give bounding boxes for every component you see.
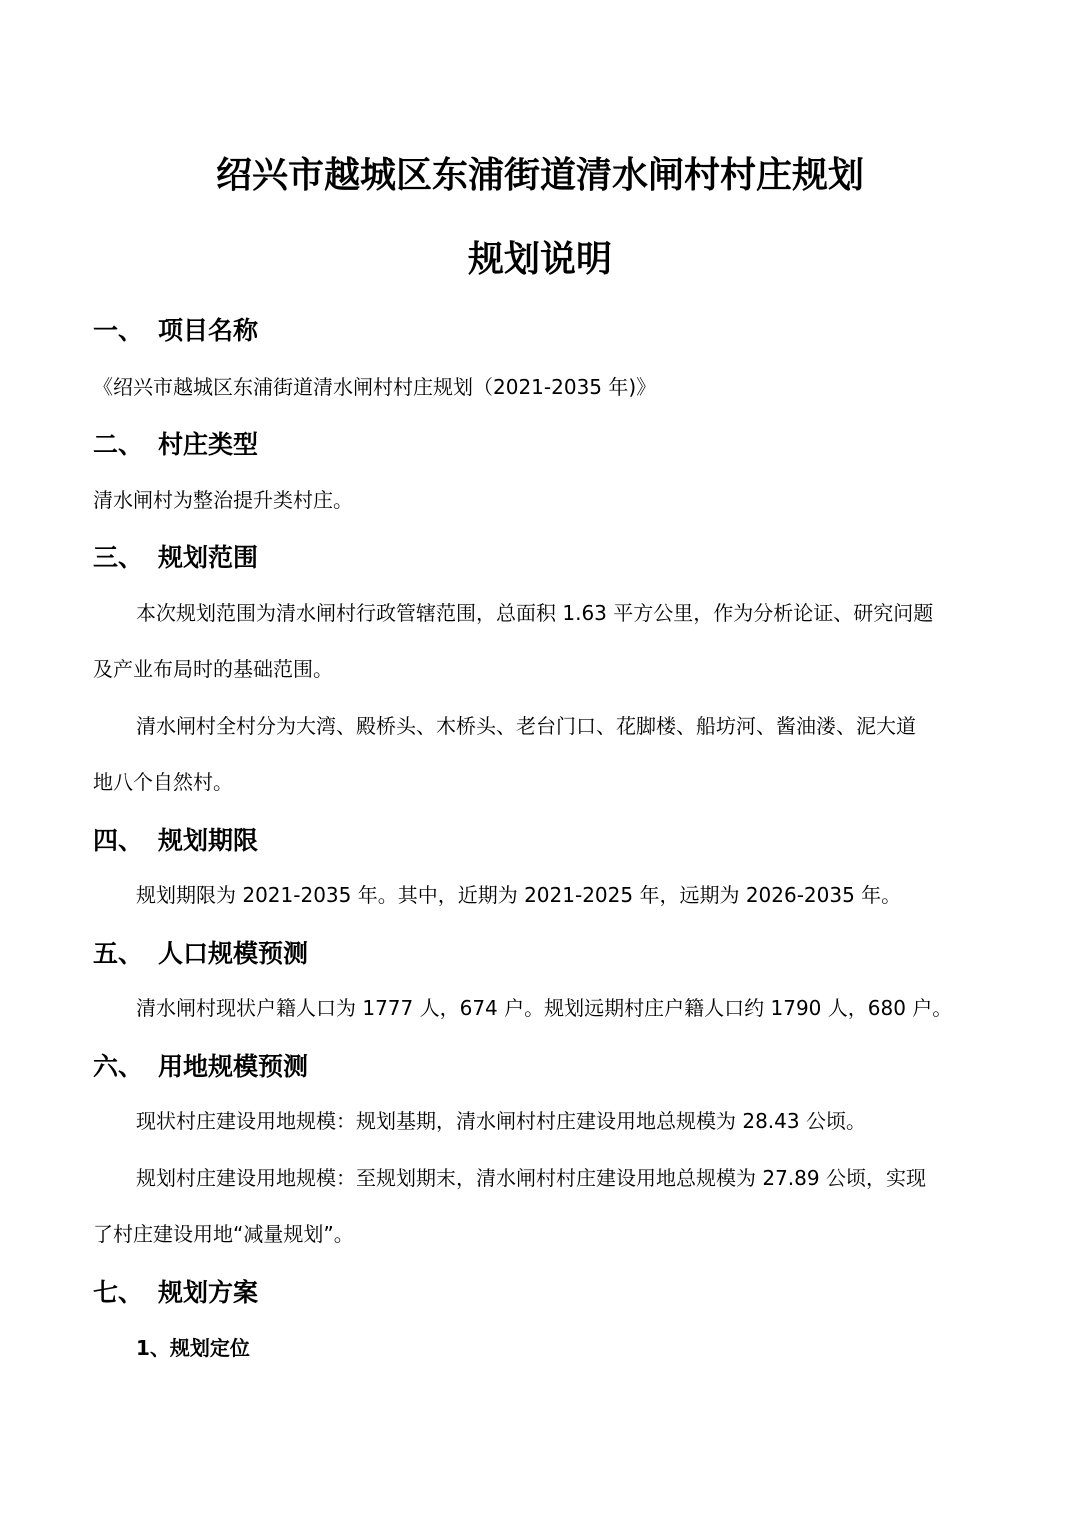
section-heading [93,316,258,346]
paragraph: 清水闸村现状户籍人口为 1777 人，674 户。规划远期村庄户籍人口约 1790 人，680 户。 [136,996,953,1020]
section-title: 规划方案 [158,1278,259,1307]
section-heading [93,1052,308,1082]
section-heading [93,939,308,969]
paragraph: 《绍兴市越城区东浦街道清水闸村村庄规划（2021-2035 年)》 [93,375,657,399]
section-title: 人口规模预测 [158,939,309,968]
paragraph-continuation: 及产业布局时的基础范围。 [93,657,333,681]
paragraph: 本次规划范围为清水闸村行政管辖范围，总面积 1.63 平方公里，作为分析论证、研究问题 [136,601,934,625]
section-title: 规划范围 [158,543,259,572]
section-number: 二、 [93,430,144,459]
paragraph: 清水闸村全村分为大湾、殿桥头、木桥头、老台门口、花脚楼、船坊河、酱油溇、泥大道 [136,714,916,738]
subsection-heading: 1、规划定位 [136,1336,250,1360]
section-title: 用地规模预测 [158,1052,309,1081]
section-heading [93,430,258,460]
section-number: 五、 [93,939,144,968]
section-number: 四、 [93,826,144,855]
paragraph: 规划期限为 2021-2035 年。其中，近期为 2021-2025 年，远期为 2026-2035 年。 [136,883,902,907]
section-number: 六、 [93,1052,144,1081]
paragraph: 现状村庄建设用地规模：规划基期，清水闸村村庄建设用地总规模为 28.43 公顷。 [136,1109,866,1133]
section-title: 村庄类型 [158,430,259,459]
section-heading [93,543,258,573]
section-title: 规划期限 [158,826,259,855]
section-heading [93,1278,258,1308]
section-number: 一、 [93,316,144,345]
document-title: 绍兴市越城区东浦街道清水闸村村庄规划 [215,155,864,196]
paragraph: 清水闸村为整治提升类村庄。 [93,488,353,512]
paragraph: 规划村庄建设用地规模：至规划期末，清水闸村村庄建设用地总规模为 27.89 公顷，实现 [136,1166,926,1190]
paragraph-continuation: 地八个自然村。 [93,770,233,794]
section-heading [93,826,258,856]
section-title: 项目名称 [158,316,259,345]
paragraph-continuation: 了村庄建设用地“减量规划”。 [93,1222,354,1246]
document-subtitle: 规划说明 [467,239,612,280]
section-number: 七、 [93,1278,144,1307]
section-number: 三、 [93,543,144,572]
